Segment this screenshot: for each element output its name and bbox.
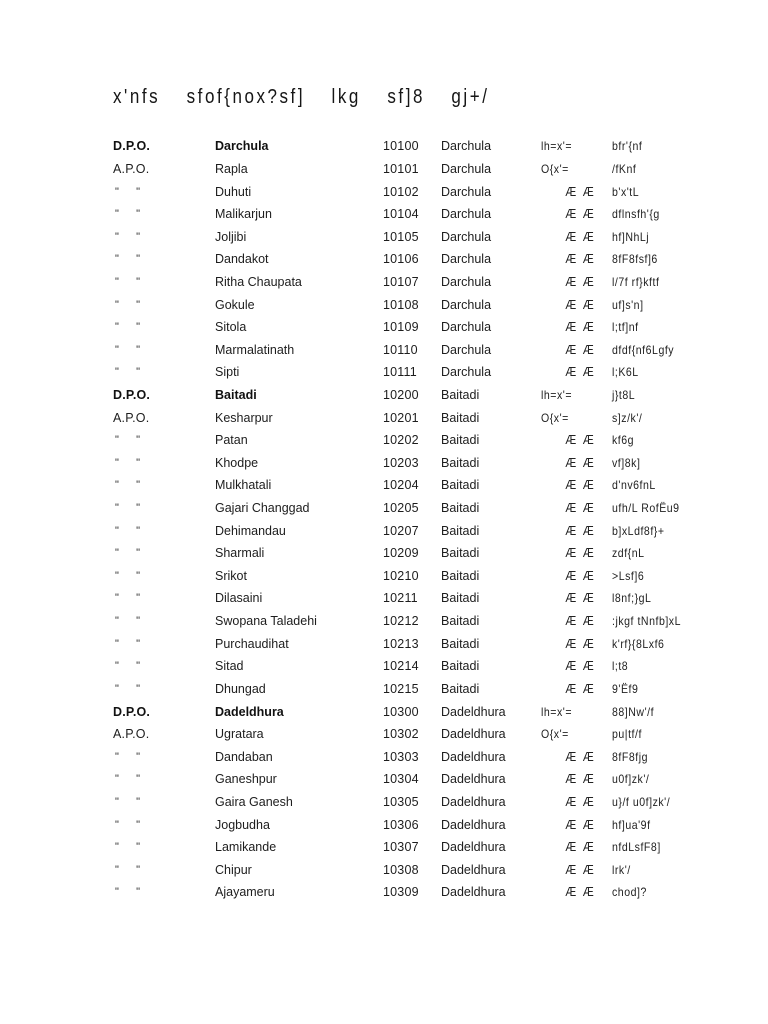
office-type-cell: " " [115, 253, 142, 266]
office-type-cell: " " [115, 298, 142, 311]
office-name-nepali-cell: nfdLsfF8] [612, 840, 661, 855]
office-type-cell: " " [115, 660, 142, 673]
district-cell: Darchula [441, 365, 492, 380]
office-type-cell: " " [115, 434, 142, 447]
district-cell: Darchula [441, 252, 492, 267]
office-class-nepali-cell: lh=x'= [541, 388, 573, 402]
table-row [113, 361, 768, 384]
postal-code-cell: 10205 [383, 501, 419, 516]
office-name-nepali-cell: 8fF8fjg [612, 749, 648, 764]
office-type-cell: " " [115, 524, 142, 537]
office-class-nepali-cell: Æ Æ [565, 207, 596, 222]
district-cell: Dadeldhura [441, 885, 506, 900]
district-cell: Baitadi [441, 681, 480, 696]
office-type-cell: " " [115, 773, 142, 786]
office-class-nepali-cell: Æ Æ [565, 342, 596, 357]
office-name-cell: Duhuti [215, 184, 252, 199]
office-type-cell: " " [115, 750, 142, 763]
postal-code-cell: 10105 [383, 229, 419, 244]
office-name-cell: Kesharpur [215, 410, 273, 425]
office-class-nepali-cell: Æ Æ [565, 297, 596, 312]
postal-code-cell: 10307 [383, 840, 419, 855]
table-row [113, 791, 768, 814]
office-name-nepali-cell: s]z/k'/ [612, 410, 643, 425]
office-class-nepali-cell: Æ Æ [565, 749, 596, 764]
office-type-cell: " " [115, 863, 142, 876]
office-name-cell: Dadeldhura [215, 704, 284, 719]
office-type-cell: " " [115, 886, 142, 899]
office-type-cell: " " [115, 343, 142, 356]
office-class-nepali-cell: Æ Æ [565, 794, 596, 809]
district-cell: Dadeldhura [441, 704, 506, 719]
table-row [113, 248, 768, 271]
postal-code-cell: 10108 [383, 297, 419, 312]
table-row [113, 745, 768, 768]
office-name-nepali-cell: :jkgf tNnfb]xL [612, 614, 682, 629]
district-cell: Darchula [441, 207, 492, 222]
office-name-cell: Sitola [215, 320, 247, 335]
postal-code-cell: 10111 [383, 365, 417, 380]
postal-code-cell: 10110 [383, 342, 418, 357]
table-row [113, 316, 768, 339]
office-type-cell: " " [115, 682, 142, 695]
office-class-nepali-cell: Æ Æ [565, 478, 596, 493]
office-name-nepali-cell: hf]NhLj [612, 229, 650, 244]
office-class-nepali-cell: Æ Æ [565, 636, 596, 651]
office-class-nepali-cell: Æ Æ [565, 433, 596, 448]
office-type-cell: " " [115, 456, 142, 469]
office-name-cell: Ganeshpur [215, 772, 277, 787]
office-name-cell: Purchaudihat [215, 636, 289, 651]
table-row [113, 497, 768, 520]
district-cell: Baitadi [441, 501, 480, 516]
office-name-nepali-cell: u0f]zk'/ [612, 772, 650, 787]
office-type-cell: " " [115, 321, 142, 334]
table-row [113, 271, 768, 294]
district-cell: Darchula [441, 184, 492, 199]
office-type-cell: " " [115, 230, 142, 243]
office-class-nepali-cell: Æ Æ [565, 229, 596, 244]
office-name-nepali-cell: bfr'{nf [612, 139, 643, 154]
postal-code-cell: 10303 [383, 749, 419, 764]
postal-code-cell: 10300 [383, 704, 419, 719]
office-class-nepali-cell: Æ Æ [565, 681, 596, 696]
table-row [113, 587, 768, 610]
office-type-cell: " " [115, 841, 142, 854]
district-cell: Darchula [441, 342, 492, 357]
office-class-nepali-cell: lh=x'= [541, 139, 573, 154]
district-cell: Dadeldhura [441, 772, 506, 787]
office-name-cell: Swopana Taladehi [215, 614, 317, 629]
office-name-nepali-cell: vf]8k] [612, 455, 641, 470]
office-name-cell: Gajari Changgad [215, 501, 310, 516]
table-row [113, 452, 768, 475]
table-row [113, 632, 768, 655]
table-row [113, 519, 768, 542]
office-name-nepali-cell: pu|tf/f [612, 727, 642, 742]
district-cell: Baitadi [441, 455, 480, 470]
office-name-cell: Srikot [215, 568, 247, 583]
page-title: x'nfs sfof{nox?sf] lkg sf]8 gj+/ [113, 86, 490, 108]
postal-code-cell: 10101 [383, 161, 419, 176]
postal-code-cell: 10305 [383, 794, 419, 809]
table-row [113, 881, 768, 904]
office-name-nepali-cell: dfdf{nf6Lgfy [612, 342, 675, 357]
office-name-nepali-cell: l;tf]nf [612, 320, 639, 335]
postal-code-cell: 10207 [383, 523, 419, 538]
office-class-nepali-cell: O{x'= [541, 410, 569, 425]
office-name-cell: Gaira Ganesh [215, 794, 293, 809]
office-name-nepali-cell: lrk'/ [612, 862, 631, 877]
office-name-cell: Sipti [215, 365, 240, 380]
district-cell: Dadeldhura [441, 862, 506, 877]
table-row [113, 859, 768, 882]
office-name-nepali-cell: uf]s'n] [612, 297, 644, 312]
office-name-cell: Dhungad [215, 681, 266, 696]
office-name-nepali-cell: 9'Ëf9 [612, 681, 639, 696]
office-name-nepali-cell: l/7f rf}kftf [612, 274, 660, 289]
office-class-nepali-cell: Æ Æ [565, 320, 596, 335]
postal-code-cell: 10209 [383, 546, 419, 561]
office-name-nepali-cell: ufh/L RofËu9 [612, 501, 680, 516]
office-type-cell: A.P.O. [113, 727, 150, 742]
office-class-nepali-cell: Æ Æ [565, 523, 596, 538]
office-class-nepali-cell: Æ Æ [565, 591, 596, 606]
office-name-cell: Patan [215, 433, 248, 448]
district-cell: Baitadi [441, 591, 480, 606]
office-class-nepali-cell: Æ Æ [565, 568, 596, 583]
office-name-cell: Lamikande [215, 840, 277, 855]
office-class-nepali-cell: Æ Æ [565, 252, 596, 267]
office-name-cell: Chipur [215, 862, 252, 877]
office-type-cell: " " [115, 275, 142, 288]
office-class-nepali-cell: Æ Æ [565, 885, 596, 900]
office-name-nepali-cell: dflnsfh'{g [612, 207, 660, 222]
office-name-cell: Darchula [215, 139, 269, 154]
office-name-cell: Gokule [215, 297, 255, 312]
office-name-nepali-cell: /fKnf [612, 161, 637, 176]
postal-code-cell: 10102 [383, 184, 419, 199]
postal-code-cell: 10213 [383, 636, 419, 651]
table-row [113, 429, 768, 452]
office-name-cell: Khodpe [215, 455, 259, 470]
table-row [113, 158, 768, 181]
office-name-nepali-cell: j}t8L [612, 388, 636, 402]
postal-code-cell: 10107 [383, 274, 419, 289]
table-row [113, 610, 768, 633]
office-type-cell: " " [115, 592, 142, 605]
postal-code-cell: 10215 [383, 681, 419, 696]
office-name-nepali-cell: b]xLdf8f}+ [612, 523, 665, 538]
table-row [113, 723, 768, 746]
office-name-cell: Sitad [215, 659, 244, 674]
office-name-cell: Jogbudha [215, 817, 270, 832]
office-name-nepali-cell: l;t8 [612, 659, 629, 674]
office-name-cell: Joljibi [215, 229, 247, 244]
office-class-nepali-cell: Æ Æ [565, 274, 596, 289]
table-row [113, 225, 768, 248]
table-row [113, 338, 768, 361]
office-type-cell: " " [115, 569, 142, 582]
district-cell: Baitadi [441, 433, 480, 448]
district-cell: Baitadi [441, 568, 480, 583]
office-class-nepali-cell: Æ Æ [565, 546, 596, 561]
office-name-nepali-cell: chod]? [612, 885, 647, 900]
postal-code-cell: 10109 [383, 320, 419, 335]
office-name-cell: Sharmali [215, 546, 265, 561]
office-name-cell: Ajayameru [215, 885, 275, 900]
office-name-cell: Marmalatinath [215, 342, 295, 357]
postal-code-cell: 10211 [383, 591, 418, 606]
district-cell: Baitadi [441, 478, 480, 493]
district-cell: Darchula [441, 161, 492, 176]
office-name-cell: Ugratara [215, 727, 264, 742]
office-type-cell: " " [115, 615, 142, 628]
office-class-nepali-cell: Æ Æ [565, 862, 596, 877]
office-class-nepali-cell: Æ Æ [565, 184, 596, 199]
office-type-cell: A.P.O. [113, 161, 150, 176]
office-name-cell: Baitadi [215, 388, 257, 402]
office-type-cell: " " [115, 479, 142, 492]
table-row [113, 406, 768, 429]
office-name-cell: Rapla [215, 161, 248, 176]
office-class-nepali-cell: Æ Æ [565, 772, 596, 787]
postal-code-cell: 10308 [383, 862, 419, 877]
district-cell: Darchula [441, 320, 492, 335]
office-class-nepali-cell: Æ Æ [565, 817, 596, 832]
office-name-cell: Malikarjun [215, 207, 272, 222]
office-class-nepali-cell: O{x'= [541, 727, 569, 742]
district-cell: Darchula [441, 274, 492, 289]
table-row [113, 203, 768, 226]
office-class-nepali-cell: Æ Æ [565, 840, 596, 855]
district-cell: Dadeldhura [441, 840, 506, 855]
office-name-nepali-cell: kf6g [612, 433, 635, 448]
postal-code-cell: 10304 [383, 772, 419, 787]
office-type-cell: " " [115, 208, 142, 221]
district-cell: Dadeldhura [441, 727, 506, 742]
office-type-cell: " " [115, 547, 142, 560]
office-name-nepali-cell: l8nf;}gL [612, 591, 652, 606]
table-row [113, 768, 768, 791]
district-cell: Dadeldhura [441, 817, 506, 832]
postal-code-cell: 10201 [383, 410, 419, 425]
district-cell: Baitadi [441, 523, 480, 538]
postal-code-cell: 10106 [383, 252, 419, 267]
office-type-cell: " " [115, 502, 142, 515]
office-type-cell: A.P.O. [113, 410, 150, 425]
district-cell: Dadeldhura [441, 749, 506, 764]
office-name-cell: Dandaban [215, 749, 273, 764]
office-class-nepali-cell: Æ Æ [565, 365, 596, 380]
office-type-cell: D.P.O. [113, 139, 151, 154]
district-cell: Darchula [441, 297, 492, 312]
postal-code-cell: 10202 [383, 433, 419, 448]
office-name-nepali-cell: hf]ua'9f [612, 817, 651, 832]
office-name-nepali-cell: zdf{nL [612, 546, 645, 561]
office-type-cell: " " [115, 818, 142, 831]
office-name-nepali-cell: 88]Nw'/f [612, 704, 655, 719]
postal-code-cell: 10100 [383, 139, 419, 154]
district-cell: Darchula [441, 139, 492, 154]
office-name-nepali-cell: >Lsf]6 [612, 568, 645, 583]
table-row [113, 565, 768, 588]
postal-code-cell: 10210 [383, 568, 419, 583]
table-row [113, 293, 768, 316]
postal-code-cell: 10214 [383, 659, 419, 674]
office-type-cell: " " [115, 185, 142, 198]
table-row [113, 655, 768, 678]
post-office-table [0, 135, 768, 904]
office-name-cell: Dehimandau [215, 523, 286, 538]
office-name-cell: Mulkhatali [215, 478, 272, 493]
postal-code-cell: 10309 [383, 885, 419, 900]
office-name-nepali-cell: l;K6L [612, 365, 639, 380]
table-row [113, 700, 768, 723]
office-class-nepali-cell: Æ Æ [565, 614, 596, 629]
table-row [113, 135, 768, 158]
office-class-nepali-cell: Æ Æ [565, 501, 596, 516]
office-type-cell: " " [115, 637, 142, 650]
postal-code-cell: 10306 [383, 817, 419, 832]
table-row [113, 836, 768, 859]
postal-code-cell: 10302 [383, 727, 419, 742]
district-cell: Baitadi [441, 546, 480, 561]
office-name-nepali-cell: 8fF8fsf]6 [612, 252, 658, 267]
office-class-nepali-cell: lh=x'= [541, 704, 573, 719]
office-name-nepali-cell: u}/f u0f]zk'/ [612, 794, 671, 809]
office-type-cell: " " [115, 795, 142, 808]
postal-code-cell: 10212 [383, 614, 419, 629]
postal-code-cell: 10200 [383, 388, 419, 402]
postal-code-cell: 10204 [383, 478, 419, 493]
office-name-nepali-cell: d'nv6fnL [612, 478, 656, 493]
postal-code-cell: 10104 [383, 207, 419, 222]
table-row [113, 474, 768, 497]
table-row [113, 542, 768, 565]
table-row [113, 384, 768, 407]
office-name-cell: Dandakot [215, 252, 269, 267]
district-cell: Dadeldhura [441, 794, 506, 809]
district-cell: Darchula [441, 229, 492, 244]
office-name-cell: Ritha Chaupata [215, 274, 302, 289]
table-row [113, 813, 768, 836]
office-type-cell: " " [115, 366, 142, 379]
office-name-nepali-cell: b'x'tL [612, 184, 640, 199]
office-type-cell: D.P.O. [113, 704, 151, 719]
district-cell: Baitadi [441, 636, 480, 651]
office-name-nepali-cell: k'rf}{8Lxf6 [612, 636, 665, 651]
district-cell: Baitadi [441, 388, 480, 402]
district-cell: Baitadi [441, 410, 480, 425]
office-class-nepali-cell: Æ Æ [565, 455, 596, 470]
table-row [113, 180, 768, 203]
postal-code-cell: 10203 [383, 455, 419, 470]
office-type-cell: D.P.O. [113, 388, 151, 402]
office-class-nepali-cell: O{x'= [541, 161, 569, 176]
office-name-cell: Dilasaini [215, 591, 263, 606]
table-row [113, 678, 768, 701]
office-class-nepali-cell: Æ Æ [565, 659, 596, 674]
district-cell: Baitadi [441, 614, 480, 629]
district-cell: Baitadi [441, 659, 480, 674]
